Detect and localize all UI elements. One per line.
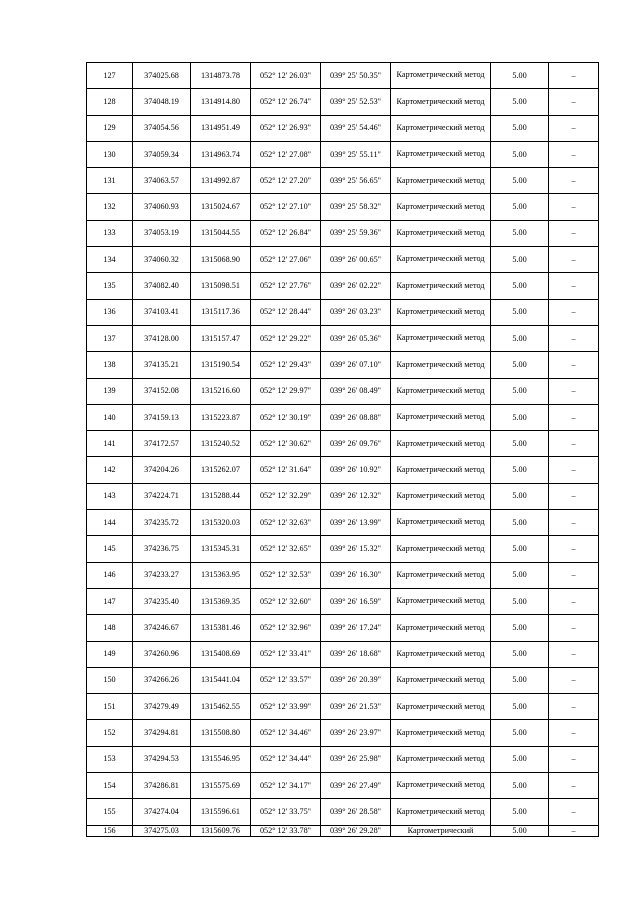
point-number-cell: 138 [87, 352, 133, 378]
y-coordinate-cell: 1315068.90 [191, 247, 251, 273]
method-cell: Картометрический [391, 825, 491, 836]
point-number-cell: 155 [87, 799, 133, 825]
latitude-cell: 052° 12' 34.17" [251, 773, 321, 799]
accuracy-cell: 5.00 [491, 168, 549, 194]
longitude-cell: 039° 26' 08.88" [321, 404, 391, 430]
accuracy-cell: 5.00 [491, 89, 549, 115]
x-coordinate-cell: 374235.72 [133, 510, 191, 536]
point-number-cell: 151 [87, 694, 133, 720]
x-coordinate-cell: 374159.13 [133, 404, 191, 430]
longitude-cell: 039° 26' 16.30" [321, 562, 391, 588]
note-cell: – [549, 115, 599, 141]
point-number-cell: 140 [87, 404, 133, 430]
x-coordinate-cell: 374204.26 [133, 457, 191, 483]
note-cell: – [549, 746, 599, 772]
x-coordinate-cell: 374235.40 [133, 588, 191, 614]
method-cell: Картометрический метод [391, 115, 491, 141]
longitude-cell: 039° 26' 17.24" [321, 615, 391, 641]
longitude-cell: 039° 26' 15.32" [321, 536, 391, 562]
method-cell: Картометрический метод [391, 773, 491, 799]
accuracy-cell: 5.00 [491, 457, 549, 483]
table-body [87, 63, 599, 837]
point-number-cell: 146 [87, 562, 133, 588]
accuracy-cell: 5.00 [491, 352, 549, 378]
longitude-cell: 039° 26' 28.58" [321, 799, 391, 825]
latitude-cell: 052° 12' 26.74" [251, 89, 321, 115]
method-cell: Картометрический метод [391, 483, 491, 509]
latitude-cell: 052° 12' 32.29" [251, 483, 321, 509]
table-row [87, 510, 599, 536]
point-number-cell: 129 [87, 115, 133, 141]
x-coordinate-cell: 374275.03 [133, 825, 191, 836]
y-coordinate-cell: 1315024.67 [191, 194, 251, 220]
longitude-cell: 039° 26' 02.22" [321, 273, 391, 299]
x-coordinate-cell: 374128.00 [133, 325, 191, 351]
method-cell: Картометрический метод [391, 352, 491, 378]
point-number-cell: 144 [87, 510, 133, 536]
latitude-cell: 052° 12' 27.10" [251, 194, 321, 220]
method-cell: Картометрический метод [391, 378, 491, 404]
y-coordinate-cell: 1315190.54 [191, 352, 251, 378]
y-coordinate-cell: 1314873.78 [191, 63, 251, 89]
accuracy-cell: 5.00 [491, 667, 549, 693]
longitude-cell: 039° 25' 52.53" [321, 89, 391, 115]
y-coordinate-cell: 1315288.44 [191, 483, 251, 509]
y-coordinate-cell: 1315441.04 [191, 667, 251, 693]
note-cell: – [549, 510, 599, 536]
y-coordinate-cell: 1315508.80 [191, 720, 251, 746]
note-cell: – [549, 773, 599, 799]
accuracy-cell: 5.00 [491, 273, 549, 299]
longitude-cell: 039° 25' 58.32" [321, 194, 391, 220]
longitude-cell: 039° 26' 23.97" [321, 720, 391, 746]
longitude-cell: 039° 26' 00.65" [321, 247, 391, 273]
table-row [87, 799, 599, 825]
note-cell: – [549, 431, 599, 457]
note-cell: – [549, 562, 599, 588]
x-coordinate-cell: 374135.21 [133, 352, 191, 378]
accuracy-cell: 5.00 [491, 615, 549, 641]
longitude-cell: 039° 26' 18.68" [321, 641, 391, 667]
coordinates-table [86, 62, 599, 837]
point-number-cell: 139 [87, 378, 133, 404]
table-row [87, 694, 599, 720]
note-cell: – [549, 220, 599, 246]
y-coordinate-cell: 1314951.49 [191, 115, 251, 141]
method-cell: Картометрический метод [391, 299, 491, 325]
latitude-cell: 052° 12' 32.53" [251, 562, 321, 588]
latitude-cell: 052° 12' 33.78" [251, 825, 321, 836]
table-row [87, 115, 599, 141]
latitude-cell: 052° 12' 32.96" [251, 615, 321, 641]
x-coordinate-cell: 374103.41 [133, 299, 191, 325]
x-coordinate-cell: 374279.49 [133, 694, 191, 720]
latitude-cell: 052° 12' 33.41" [251, 641, 321, 667]
note-cell: – [549, 89, 599, 115]
table-row [87, 63, 599, 89]
point-number-cell: 142 [87, 457, 133, 483]
table-row [87, 378, 599, 404]
longitude-cell: 039° 26' 08.49" [321, 378, 391, 404]
method-cell: Картометрический метод [391, 667, 491, 693]
accuracy-cell: 5.00 [491, 720, 549, 746]
latitude-cell: 052° 12' 34.46" [251, 720, 321, 746]
x-coordinate-cell: 374260.96 [133, 641, 191, 667]
latitude-cell: 052° 12' 31.64" [251, 457, 321, 483]
latitude-cell: 052° 12' 33.99" [251, 694, 321, 720]
accuracy-cell: 5.00 [491, 194, 549, 220]
method-cell: Картометрический метод [391, 457, 491, 483]
accuracy-cell: 5.00 [491, 483, 549, 509]
x-coordinate-cell: 374294.53 [133, 746, 191, 772]
latitude-cell: 052° 12' 26.84" [251, 220, 321, 246]
note-cell: – [549, 141, 599, 167]
note-cell: – [549, 273, 599, 299]
longitude-cell: 039° 25' 59.36" [321, 220, 391, 246]
y-coordinate-cell: 1315157.47 [191, 325, 251, 351]
accuracy-cell: 5.00 [491, 325, 549, 351]
method-cell: Картометрический метод [391, 431, 491, 457]
x-coordinate-cell: 374060.93 [133, 194, 191, 220]
method-cell: Картометрический метод [391, 746, 491, 772]
longitude-cell: 039° 25' 56.65" [321, 168, 391, 194]
method-cell: Картометрический метод [391, 168, 491, 194]
x-coordinate-cell: 374060.32 [133, 247, 191, 273]
accuracy-cell: 5.00 [491, 431, 549, 457]
point-number-cell: 152 [87, 720, 133, 746]
x-coordinate-cell: 374059.34 [133, 141, 191, 167]
x-coordinate-cell: 374286.81 [133, 773, 191, 799]
note-cell: – [549, 825, 599, 836]
longitude-cell: 039° 26' 29.28" [321, 825, 391, 836]
latitude-cell: 052° 12' 26.03" [251, 63, 321, 89]
latitude-cell: 052° 12' 30.19" [251, 404, 321, 430]
method-cell: Картометрический метод [391, 220, 491, 246]
x-coordinate-cell: 374233.27 [133, 562, 191, 588]
accuracy-cell: 5.00 [491, 510, 549, 536]
note-cell: – [549, 325, 599, 351]
latitude-cell: 052° 12' 27.06" [251, 247, 321, 273]
table-row [87, 483, 599, 509]
accuracy-cell: 5.00 [491, 746, 549, 772]
table-row [87, 247, 599, 273]
table-row [87, 746, 599, 772]
method-cell: Картометрический метод [391, 273, 491, 299]
y-coordinate-cell: 1315240.52 [191, 431, 251, 457]
accuracy-cell: 5.00 [491, 141, 549, 167]
note-cell: – [549, 483, 599, 509]
x-coordinate-cell: 374152.08 [133, 378, 191, 404]
y-coordinate-cell: 1315098.51 [191, 273, 251, 299]
note-cell: – [549, 247, 599, 273]
table-row [87, 404, 599, 430]
y-coordinate-cell: 1315462.55 [191, 694, 251, 720]
accuracy-cell: 5.00 [491, 773, 549, 799]
latitude-cell: 052° 12' 30.62" [251, 431, 321, 457]
latitude-cell: 052° 12' 29.43" [251, 352, 321, 378]
latitude-cell: 052° 12' 32.60" [251, 588, 321, 614]
latitude-cell: 052° 12' 27.08" [251, 141, 321, 167]
latitude-cell: 052° 12' 32.65" [251, 536, 321, 562]
y-coordinate-cell: 1315546.95 [191, 746, 251, 772]
method-cell: Картометрический метод [391, 510, 491, 536]
y-coordinate-cell: 1315345.31 [191, 536, 251, 562]
point-number-cell: 154 [87, 773, 133, 799]
longitude-cell: 039° 26' 13.99" [321, 510, 391, 536]
point-number-cell: 130 [87, 141, 133, 167]
y-coordinate-cell: 1314963.74 [191, 141, 251, 167]
y-coordinate-cell: 1315262.07 [191, 457, 251, 483]
x-coordinate-cell: 374082.40 [133, 273, 191, 299]
y-coordinate-cell: 1315609.76 [191, 825, 251, 836]
longitude-cell: 039° 26' 03.23" [321, 299, 391, 325]
longitude-cell: 039° 25' 54.46" [321, 115, 391, 141]
method-cell: Картометрический метод [391, 641, 491, 667]
longitude-cell: 039° 26' 05.36" [321, 325, 391, 351]
latitude-cell: 052° 12' 33.57" [251, 667, 321, 693]
point-number-cell: 135 [87, 273, 133, 299]
table-row [87, 220, 599, 246]
table-row [87, 168, 599, 194]
x-coordinate-cell: 374274.04 [133, 799, 191, 825]
note-cell: – [549, 378, 599, 404]
table-row [87, 641, 599, 667]
latitude-cell: 052° 12' 29.22" [251, 325, 321, 351]
accuracy-cell: 5.00 [491, 404, 549, 430]
longitude-cell: 039° 26' 12.32" [321, 483, 391, 509]
latitude-cell: 052° 12' 28.44" [251, 299, 321, 325]
table-row [87, 299, 599, 325]
x-coordinate-cell: 374025.68 [133, 63, 191, 89]
table-row [87, 352, 599, 378]
table-row [87, 457, 599, 483]
y-coordinate-cell: 1315575.69 [191, 773, 251, 799]
note-cell: – [549, 168, 599, 194]
note-cell: – [549, 720, 599, 746]
x-coordinate-cell: 374294.81 [133, 720, 191, 746]
method-cell: Картометрический метод [391, 536, 491, 562]
latitude-cell: 052° 12' 32.63" [251, 510, 321, 536]
accuracy-cell: 5.00 [491, 536, 549, 562]
y-coordinate-cell: 1315223.87 [191, 404, 251, 430]
accuracy-cell: 5.00 [491, 378, 549, 404]
method-cell: Картометрический метод [391, 63, 491, 89]
y-coordinate-cell: 1314914.80 [191, 89, 251, 115]
latitude-cell: 052° 12' 33.75" [251, 799, 321, 825]
note-cell: – [549, 352, 599, 378]
point-number-cell: 147 [87, 588, 133, 614]
note-cell: – [549, 641, 599, 667]
longitude-cell: 039° 26' 27.49" [321, 773, 391, 799]
table-row [87, 562, 599, 588]
latitude-cell: 052° 12' 26.93" [251, 115, 321, 141]
table-row [87, 615, 599, 641]
latitude-cell: 052° 12' 27.20" [251, 168, 321, 194]
longitude-cell: 039° 26' 10.92" [321, 457, 391, 483]
method-cell: Картометрический метод [391, 194, 491, 220]
method-cell: Картометрический метод [391, 588, 491, 614]
point-number-cell: 145 [87, 536, 133, 562]
point-number-cell: 134 [87, 247, 133, 273]
longitude-cell: 039° 26' 09.76" [321, 431, 391, 457]
longitude-cell: 039° 26' 20.39" [321, 667, 391, 693]
accuracy-cell: 5.00 [491, 299, 549, 325]
y-coordinate-cell: 1315117.36 [191, 299, 251, 325]
note-cell: – [549, 299, 599, 325]
note-cell: – [549, 588, 599, 614]
x-coordinate-cell: 374054.56 [133, 115, 191, 141]
table-row [87, 720, 599, 746]
table-row [87, 773, 599, 799]
accuracy-cell: 5.00 [491, 825, 549, 836]
longitude-cell: 039° 26' 21.53" [321, 694, 391, 720]
point-number-cell: 149 [87, 641, 133, 667]
method-cell: Картометрический метод [391, 694, 491, 720]
y-coordinate-cell: 1315216.60 [191, 378, 251, 404]
y-coordinate-cell: 1315596.61 [191, 799, 251, 825]
x-coordinate-cell: 374236.75 [133, 536, 191, 562]
x-coordinate-cell: 374246.67 [133, 615, 191, 641]
y-coordinate-cell: 1315363.95 [191, 562, 251, 588]
x-coordinate-cell: 374172.57 [133, 431, 191, 457]
x-coordinate-cell: 374053.19 [133, 220, 191, 246]
point-number-cell: 128 [87, 89, 133, 115]
point-number-cell: 150 [87, 667, 133, 693]
method-cell: Картометрический метод [391, 141, 491, 167]
accuracy-cell: 5.00 [491, 694, 549, 720]
method-cell: Картометрический метод [391, 720, 491, 746]
note-cell: – [549, 457, 599, 483]
accuracy-cell: 5.00 [491, 247, 549, 273]
method-cell: Картометрический метод [391, 615, 491, 641]
longitude-cell: 039° 25' 50.35" [321, 63, 391, 89]
x-coordinate-cell: 374048.19 [133, 89, 191, 115]
y-coordinate-cell: 1315320.03 [191, 510, 251, 536]
y-coordinate-cell: 1314992.87 [191, 168, 251, 194]
point-number-cell: 156 [87, 825, 133, 836]
accuracy-cell: 5.00 [491, 588, 549, 614]
point-number-cell: 127 [87, 63, 133, 89]
method-cell: Картометрический метод [391, 325, 491, 351]
point-number-cell: 133 [87, 220, 133, 246]
note-cell: – [549, 404, 599, 430]
x-coordinate-cell: 374063.57 [133, 168, 191, 194]
coordinates-table-page [86, 62, 598, 837]
table-row [87, 194, 599, 220]
accuracy-cell: 5.00 [491, 799, 549, 825]
point-number-cell: 143 [87, 483, 133, 509]
point-number-cell: 153 [87, 746, 133, 772]
table-row [87, 825, 599, 836]
table-row [87, 667, 599, 693]
y-coordinate-cell: 1315369.35 [191, 588, 251, 614]
table-row [87, 588, 599, 614]
accuracy-cell: 5.00 [491, 63, 549, 89]
point-number-cell: 131 [87, 168, 133, 194]
longitude-cell: 039° 26' 07.10" [321, 352, 391, 378]
accuracy-cell: 5.00 [491, 115, 549, 141]
method-cell: Картометрический метод [391, 247, 491, 273]
method-cell: Картометрический метод [391, 562, 491, 588]
point-number-cell: 136 [87, 299, 133, 325]
x-coordinate-cell: 374224.71 [133, 483, 191, 509]
longitude-cell: 039° 26' 16.59" [321, 588, 391, 614]
latitude-cell: 052° 12' 34.44" [251, 746, 321, 772]
table-row [87, 273, 599, 299]
point-number-cell: 141 [87, 431, 133, 457]
y-coordinate-cell: 1315408.69 [191, 641, 251, 667]
accuracy-cell: 5.00 [491, 641, 549, 667]
note-cell: – [549, 799, 599, 825]
longitude-cell: 039° 25' 55.11" [321, 141, 391, 167]
table-row [87, 536, 599, 562]
point-number-cell: 148 [87, 615, 133, 641]
method-cell: Картометрический метод [391, 89, 491, 115]
accuracy-cell: 5.00 [491, 562, 549, 588]
x-coordinate-cell: 374266.26 [133, 667, 191, 693]
method-cell: Картометрический метод [391, 799, 491, 825]
table-row [87, 431, 599, 457]
latitude-cell: 052° 12' 27.76" [251, 273, 321, 299]
table-row [87, 89, 599, 115]
point-number-cell: 132 [87, 194, 133, 220]
note-cell: – [549, 194, 599, 220]
latitude-cell: 052° 12' 29.97" [251, 378, 321, 404]
table-row [87, 141, 599, 167]
note-cell: – [549, 536, 599, 562]
point-number-cell: 137 [87, 325, 133, 351]
note-cell: – [549, 667, 599, 693]
note-cell: – [549, 694, 599, 720]
longitude-cell: 039° 26' 25.98" [321, 746, 391, 772]
accuracy-cell: 5.00 [491, 220, 549, 246]
y-coordinate-cell: 1315381.46 [191, 615, 251, 641]
table-row [87, 325, 599, 351]
note-cell: – [549, 63, 599, 89]
y-coordinate-cell: 1315044.55 [191, 220, 251, 246]
note-cell: – [549, 615, 599, 641]
method-cell: Картометрический метод [391, 404, 491, 430]
